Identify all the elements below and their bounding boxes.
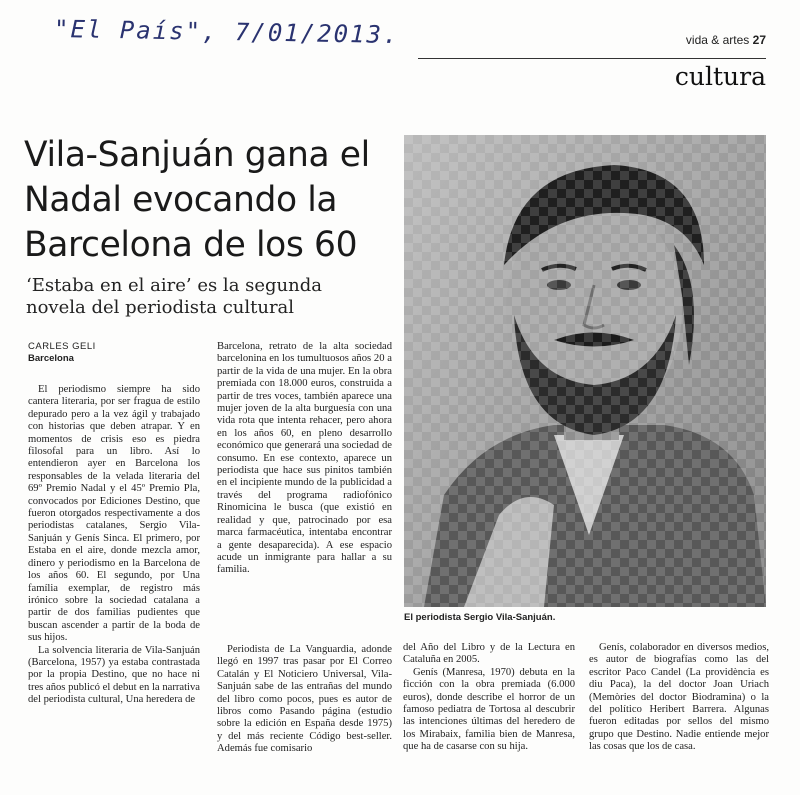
paragraph: El periodismo siempre ha sido cantera literaria, por ser fragua de estilo depurado pero a la vez ágil y trabajado con historias que deben atrapar. Y en momentos de crisis eso es piedra filosofal para un libro. Así lo entendieron ayer en Barcelona los responsables de la velada literaria del 69º Premio Nadal y el 45º Premio Pla, convocados por Ediciones Destino, que fueron otorgados respectivamente a dos periodistas catalanes, Sergio Vila-Sanjuán y Genís Sinca. El primero, por Estaba en el aire, donde mezcla amor, dinero y periodismo en la Barcelona de los años 60. El segundo, por Una família exemplar, de registro más irónico sobre la sociedad catalana a partir de dos familias pudientes que buscan ascender a partir de la boda de sus hijos. bbox=[28, 384, 200, 644]
section-line: vida & artes bbox=[685, 33, 750, 47]
portrait-illustration bbox=[404, 135, 766, 607]
handwritten-note: "El País", 7/01/2013. bbox=[53, 14, 400, 50]
paragraph: Barcelona, retrato de la alta sociedad barcelonina en los tumultuosos años 20 a partir de la vida de una mujer. En la obra premiada con 18.000 euros, construida a partir de tres voces, también aparece una mujer joven de la alta burguesía con una vida rota que intenta rehacer, pero ahora en los años 60, en pleno desarrollo económico que generará una sociedad de consumo. En ese contexto, aparece un periodista que hace sus pinitos también en el incipiente mundo de la publicidad a través del programa radiofónico Rinomicina le busca (que existió en realidad y que, patrocinado por esa marca farmacéutica, intentaba encontrar a gente desaparecida). A ese espacio acude un inmigrante para hallar a su familia. bbox=[217, 341, 392, 576]
byline bbox=[28, 341, 96, 365]
paragraph: Periodista de La Vanguardia, adonde llegó en 1997 tras pasar por El Correo Catalán y El Noticiero Universal, Vila-Sanjuán sabe de las entrañas del mundo del libro como pocos, pues es autor de libros como Pasando página (estudio sobre la edición en España desde 1975) y del más reciente Código best-seller. Además fue comisario bbox=[217, 644, 392, 755]
subhead: ‘Estaba en el aire’ es la segunda novela del periodista cultural bbox=[26, 275, 322, 318]
dateline-place: Barcelona bbox=[28, 353, 74, 364]
header-rule bbox=[418, 58, 766, 59]
article-column-1 bbox=[28, 384, 200, 707]
paragraph: La solvencia literaria de Vila-Sanjuán (Barcelona, 1957) ya estaba contrastada por la propia Destino, que no hace ni tres años publicó el debut en la narrativa del periodista cultural, Una heredera de bbox=[28, 644, 200, 706]
article-column-2 bbox=[217, 341, 392, 577]
article-column-3 bbox=[403, 642, 575, 754]
portrait-photo bbox=[404, 135, 766, 607]
author-name: CARLES GELI bbox=[28, 341, 96, 352]
article-column-2-bottom bbox=[217, 644, 392, 756]
section-name: cultura bbox=[674, 62, 766, 91]
section-header bbox=[686, 33, 766, 47]
paragraph: Genís, colaborador en diversos medios, es autor de biografías como las del escritor Paco Candel (La providència es diu Paca), la del doctor Joan Uriach (Memòries del doctor Biodramina) o la del político Heribert Barrera. Algunas fueron editadas por sellos del mismo grupo que Destino. Nadie entiende mejor las cosas que los de casa. bbox=[589, 642, 769, 753]
page-number: 27 bbox=[752, 33, 766, 47]
paragraph: Genís (Manresa, 1970) debuta en la ficción con la obra premiada (6.000 euros), donde describe el horror de un famoso pediatra de Tortosa al descubrir las intenciones últimas del heredero de los Mirabaix, familia bien de Manresa, que ha de casarse con su hija. bbox=[403, 666, 575, 753]
headline: Vila-Sanjuán gana el Nadal evocando la Barcelona de los 60 bbox=[24, 135, 370, 265]
paragraph: del Año del Libro y de la Lectura en Cataluña en 2005. bbox=[403, 642, 575, 666]
article-column-4 bbox=[589, 642, 769, 754]
photo-caption: El periodista Sergio Vila-Sanjuán. bbox=[404, 612, 556, 623]
